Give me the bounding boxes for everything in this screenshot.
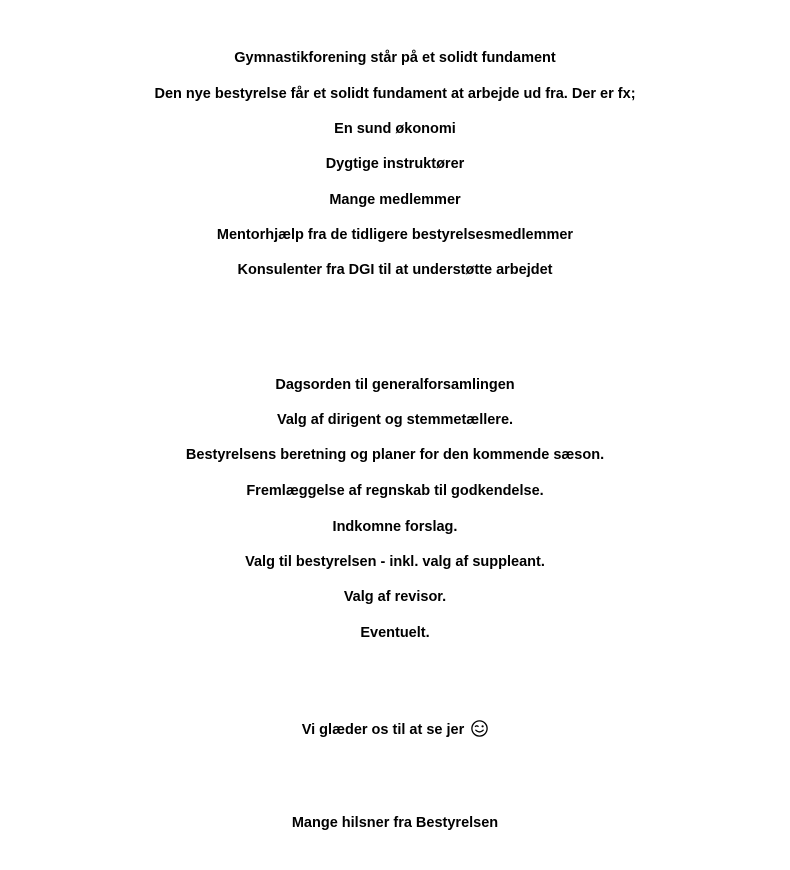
agenda-item: Valg af dirigent og stemmetællere.	[276, 412, 514, 428]
agenda-item: Valg af revisor.	[343, 589, 447, 605]
intro-lead: Den nye bestyrelse får et solidt fundament at arbejde ud fra. Der er fx;	[154, 86, 636, 102]
closing-signoff: Mange hilsner fra Bestyrelsen	[291, 815, 499, 831]
winking-smiley-icon	[471, 720, 488, 742]
closing-greeting-line	[0, 720, 790, 742]
intro-title: Gymnastikforening står på et solidt fundament	[234, 50, 556, 66]
intro-point: Dygtige instruktører	[325, 156, 465, 172]
intro-point: Konsulenter fra DGI til at understøtte arbejdet	[237, 262, 553, 278]
agenda-item: Eventuelt.	[360, 625, 430, 641]
agenda-item: Fremlæggelse af regnskab til godkendelse.	[246, 483, 544, 499]
agenda-title: Dagsorden til generalforsamlingen	[275, 377, 515, 393]
closing-greeting: Vi glæder os til at se jer	[301, 722, 465, 738]
agenda-item: Valg til bestyrelsen - inkl. valg af suppleant.	[245, 554, 545, 570]
intro-point: Mentorhjælp fra de tidligere bestyrelsesmedlemmer	[216, 227, 574, 243]
agenda-item: Bestyrelsens beretning og planer for den kommende sæson.	[185, 447, 605, 463]
intro-point: En sund økonomi	[334, 121, 456, 137]
agenda-item: Indkomne forslag.	[332, 519, 458, 535]
intro-point: Mange medlemmer	[329, 192, 461, 208]
